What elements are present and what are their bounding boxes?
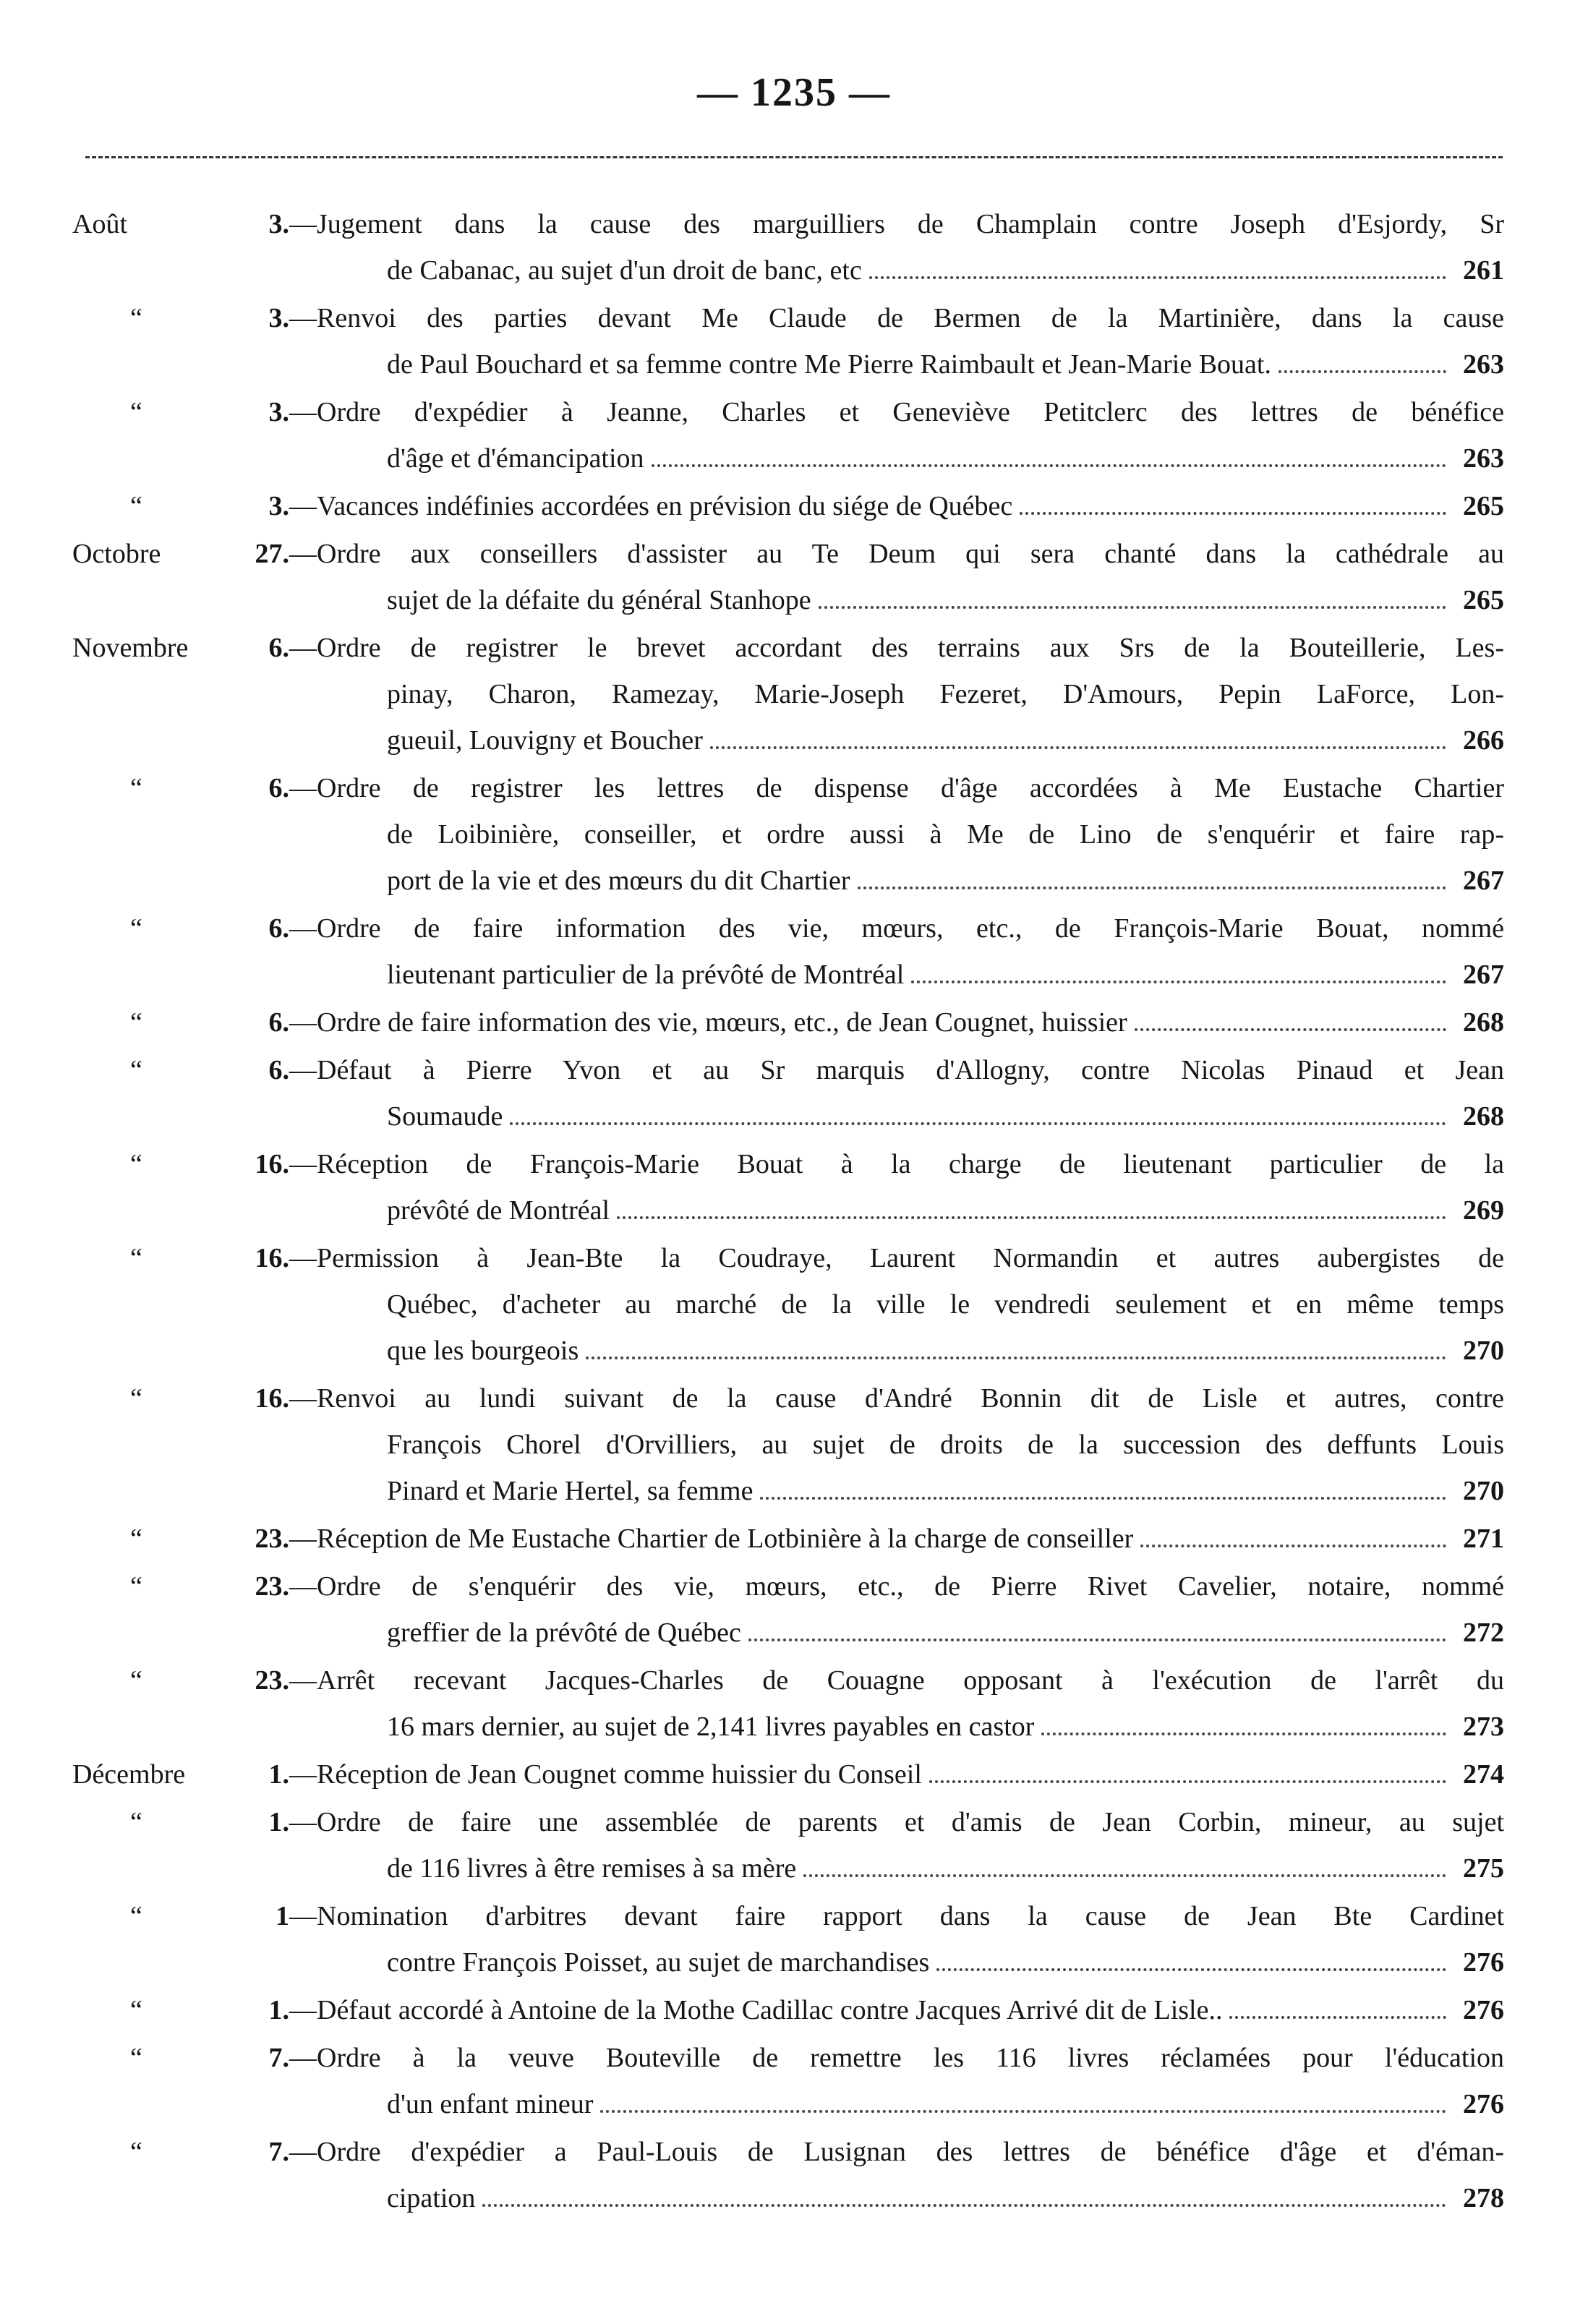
entry-month: “	[130, 773, 142, 803]
index-entry	[72, 1751, 1504, 1798]
index-entry	[72, 2035, 1504, 2127]
entry-text-line: —Nomination d'arbitres devant faire rapport dans la cause de Jean Bte Cardinet	[289, 1901, 1504, 1931]
page-reference: 266	[1463, 725, 1504, 756]
entry-day: 23.	[255, 1524, 289, 1554]
entry-text-line: de Loibinière, conseiller, et ordre aussi à Me de Lino de s'enquérir et faire rap-	[387, 819, 1504, 850]
dot-leader	[929, 1772, 1446, 1783]
entry-day: 6.	[268, 913, 289, 944]
page-reference: 274	[1463, 1759, 1504, 1790]
page-reference: 267	[1463, 960, 1504, 990]
entry-day: 6.	[268, 773, 289, 803]
entry-month: “	[130, 1007, 142, 1038]
dot-leader	[869, 268, 1446, 279]
entry-text-line: —Permission à Jean-Bte la Coudraye, Laurent Normandin et autres aubergistes de	[289, 1243, 1504, 1273]
index-entry	[72, 389, 1504, 482]
entry-text-line: prévôté de Montréal 269	[289, 1187, 1504, 1234]
entry-text-line: —Renvoi des parties devant Me Claude de Bermen de la Martinière, dans la cause	[289, 303, 1504, 333]
page-reference: 263	[1463, 443, 1504, 474]
entry-month: “	[130, 303, 142, 333]
entry-text-line: —Arrêt recevant Jacques-Charles de Couagne opposant à l'exécution de l'arrêt du	[289, 1665, 1504, 1696]
index-entry	[72, 531, 1504, 623]
page-reference: 270	[1463, 1476, 1504, 1506]
entry-text-line: —Ordre d'expédier à Jeanne, Charles et Geneviève Petitclerc des lettres de bénéfice	[289, 397, 1504, 427]
index-entry	[72, 295, 1504, 388]
header-rule	[85, 156, 1503, 158]
entry-month: “	[130, 491, 142, 521]
page-reference: 263	[1463, 349, 1504, 380]
index-entry	[72, 2129, 1504, 2221]
entry-text-line: port de la vie et des mœurs du dit Chartier 267	[289, 858, 1504, 904]
entry-day: 6.	[268, 633, 289, 663]
index-entry	[72, 1657, 1504, 1750]
index-entry	[72, 1141, 1504, 1234]
entry-month: “	[130, 1807, 142, 1837]
page-reference: 268	[1463, 1101, 1504, 1132]
dot-leader	[617, 1208, 1446, 1219]
entry-text-line: Pinard et Marie Hertel, sa femme 270	[289, 1468, 1504, 1514]
page-reference: 276	[1463, 1995, 1504, 2025]
entry-day: 1	[276, 1901, 289, 1931]
entry-text-line: —Ordre de faire information des vie, mœurs, etc., de Jean Cougnet, huissier 268	[289, 999, 1504, 1046]
entry-month: “	[130, 2043, 142, 2073]
entry-text-line: contre François Poisset, au sujet de marchandises 276	[289, 1939, 1504, 1986]
entry-day: 16.	[255, 1383, 289, 1414]
entry-text-line: François Chorel d'Orvilliers, au sujet de droits de la succession des deffunts Louis	[387, 1430, 1504, 1460]
entry-text-line: —Jugement dans la cause des marguilliers de Champlain contre Joseph d'Esjordy, Sr	[289, 209, 1504, 239]
dot-leader	[760, 1488, 1446, 1500]
entry-day: 3.	[268, 209, 289, 239]
entry-text-line: 16 mars dernier, au sujet de 2,141 livres payables en castor 273	[289, 1704, 1504, 1750]
index-entry	[72, 1516, 1504, 1562]
entry-text-line: —Ordre d'expédier a Paul-Louis de Lusignan des lettres de bénéfice d'âge et d'éman-	[289, 2137, 1504, 2167]
index-entry	[72, 1047, 1504, 1140]
index-entry	[72, 905, 1504, 998]
entry-text-line: —Ordre à la veuve Bouteville de remettre les 116 livres réclamées pour l'éducation	[289, 2043, 1504, 2073]
dot-leader	[803, 1866, 1446, 1877]
dot-leader	[652, 456, 1446, 467]
entry-text-line: —Réception de Jean Cougnet comme huissier du Conseil 274	[289, 1751, 1504, 1798]
entry-month: “	[130, 1243, 142, 1273]
entry-text-line: —Ordre de registrer le brevet accordant des terrains aux Srs de la Bouteillerie, Les-	[289, 633, 1504, 663]
page-reference: 270	[1463, 1336, 1504, 1366]
entry-text-line: sujet de la défaite du général Stanhope 265	[289, 577, 1504, 623]
dot-leader	[936, 1960, 1446, 1971]
entry-day: 16.	[255, 1243, 289, 1273]
page-reference: 276	[1463, 2089, 1504, 2119]
entry-text-line: gueuil, Louvigny et Boucher 266	[289, 717, 1504, 764]
dot-leader	[1229, 2007, 1446, 2019]
entry-day: 16.	[255, 1149, 289, 1179]
entry-text-line: —Ordre de s'enquérir des vie, mœurs, etc., de Pierre Rivet Cavelier, notaire, nommé	[289, 1571, 1504, 1602]
entry-text-line: —Défaut accordé à Antoine de la Mothe Cadillac contre Jacques Arrivé dit de Lisle.. 276	[289, 1987, 1504, 2033]
entry-month: “	[130, 2137, 142, 2167]
entry-text-line: —Réception de Me Eustache Chartier de Lotbinière à la charge de conseiller 271	[289, 1516, 1504, 1562]
entry-text-line: de Cabanac, au sujet d'un droit de banc, etc 261	[289, 247, 1504, 294]
entry-day: 6.	[268, 1055, 289, 1085]
page-reference: 273	[1463, 1712, 1504, 1742]
entry-month: “	[130, 1524, 142, 1554]
index-entries	[72, 201, 1504, 2223]
dot-leader	[510, 1114, 1446, 1125]
entry-day: 3.	[268, 397, 289, 427]
entry-month: “	[130, 1149, 142, 1179]
page-reference: 265	[1463, 585, 1504, 615]
dot-leader	[600, 2101, 1446, 2113]
index-entry	[72, 1799, 1504, 1892]
index-entry	[72, 1987, 1504, 2033]
index-entry	[72, 1563, 1504, 1656]
entry-day: 1.	[268, 1807, 289, 1837]
entry-text-line: d'un enfant mineur 276	[289, 2081, 1504, 2127]
entry-month: “	[130, 397, 142, 427]
entry-text-line: pinay, Charon, Ramezay, Marie-Joseph Fezeret, D'Amours, Pepin LaForce, Lon-	[387, 679, 1504, 709]
entry-text-line: —Ordre de registrer les lettres de dispense d'âge accordées à Me Eustache Chartier	[289, 773, 1504, 803]
entry-month: “	[130, 1901, 142, 1931]
entry-text-line: de Paul Bouchard et sa femme contre Me Pierre Raimbault et Jean-Marie Bouat. 263	[289, 341, 1504, 388]
entry-day: 7.	[268, 2043, 289, 2073]
page-reference: 272	[1463, 1618, 1504, 1648]
dot-leader	[748, 1630, 1446, 1641]
page-reference: 271	[1463, 1524, 1504, 1554]
dot-leader	[1135, 1020, 1446, 1031]
entry-text-line: cipation 278	[289, 2175, 1504, 2221]
dot-leader	[1278, 362, 1446, 373]
page-reference: 278	[1463, 2183, 1504, 2213]
entry-month: “	[130, 1055, 142, 1085]
entry-day: 23.	[255, 1571, 289, 1602]
page-reference: 276	[1463, 1947, 1504, 1978]
entry-day: 3.	[268, 491, 289, 521]
page-reference: 268	[1463, 1007, 1504, 1038]
entry-text-line: Québec, d'acheter au marché de la ville le vendredi seulement et en même temps	[387, 1289, 1504, 1320]
entry-day: 1.	[268, 1759, 289, 1790]
index-entry	[72, 765, 1504, 904]
entry-day: 6.	[268, 1007, 289, 1038]
entry-month: “	[130, 1995, 142, 2025]
entry-text-line: de 116 livres à être remises à sa mère 275	[289, 1845, 1504, 1892]
entry-month: Octobre	[72, 539, 161, 569]
dot-leader	[911, 972, 1446, 983]
entry-text-line: —Défaut à Pierre Yvon et au Sr marquis d'Allogny, contre Nicolas Pinaud et Jean	[289, 1055, 1504, 1085]
entry-text-line: greffier de la prévôté de Québec 272	[289, 1610, 1504, 1656]
page-reference: 275	[1463, 1853, 1504, 1884]
dot-leader	[819, 597, 1446, 609]
entry-text-line: —Réception de François-Marie Bouat à la charge de lieutenant particulier de la	[289, 1149, 1504, 1179]
entry-day: 1.	[268, 1995, 289, 2025]
dot-leader	[1041, 1724, 1446, 1735]
entry-month: “	[130, 1383, 142, 1414]
entry-day: 27.	[255, 539, 289, 569]
entry-month: “	[130, 1665, 142, 1696]
entry-month: Décembre	[72, 1759, 186, 1790]
dot-leader	[1140, 1536, 1446, 1547]
entry-text-line: —Vacances indéfinies accordées en prévision du siége de Québec 265	[289, 483, 1504, 529]
entry-month: “	[130, 913, 142, 944]
entry-text-line: —Ordre aux conseillers d'assister au Te Deum qui sera chanté dans la cathédrale au	[289, 539, 1504, 569]
index-entry	[72, 999, 1504, 1046]
page-reference: 269	[1463, 1195, 1504, 1226]
entry-text-line: lieutenant particulier de la prévôté de Montréal 267	[289, 952, 1504, 998]
entry-text-line: —Renvoi au lundi suivant de la cause d'André Bonnin dit de Lisle et autres, contre	[289, 1383, 1504, 1414]
entry-text-line: —Ordre de faire information des vie, mœurs, etc., de François-Marie Bouat, nommé	[289, 913, 1504, 944]
page-number: — 1235 —	[697, 70, 891, 115]
entry-month: Novembre	[72, 633, 189, 663]
entry-text-line: Soumaude 268	[289, 1093, 1504, 1140]
index-entry	[72, 625, 1504, 764]
entry-text-line: —Ordre de faire une assemblée de parents et d'amis de Jean Corbin, mineur, au sujet	[289, 1807, 1504, 1837]
dot-leader	[1020, 503, 1446, 515]
dot-leader	[858, 878, 1446, 889]
dot-leader	[710, 738, 1446, 749]
entry-text-line: que les bourgeois 270	[289, 1328, 1504, 1374]
index-entry	[72, 1893, 1504, 1986]
index-entry	[72, 483, 1504, 529]
page-reference: 267	[1463, 866, 1504, 896]
dot-leader	[482, 2195, 1446, 2207]
entry-day: 7.	[268, 2137, 289, 2167]
page-reference: 261	[1463, 255, 1504, 286]
index-entry	[72, 1235, 1504, 1374]
index-entry	[72, 201, 1504, 294]
entry-month: Août	[72, 209, 127, 239]
entry-text-line: d'âge et d'émancipation 263	[289, 435, 1504, 482]
page-reference: 265	[1463, 491, 1504, 521]
entry-day: 23.	[255, 1665, 289, 1696]
entry-day: 3.	[268, 303, 289, 333]
index-entry	[72, 1375, 1504, 1514]
dot-leader	[586, 1348, 1446, 1359]
entry-month: “	[130, 1571, 142, 1602]
